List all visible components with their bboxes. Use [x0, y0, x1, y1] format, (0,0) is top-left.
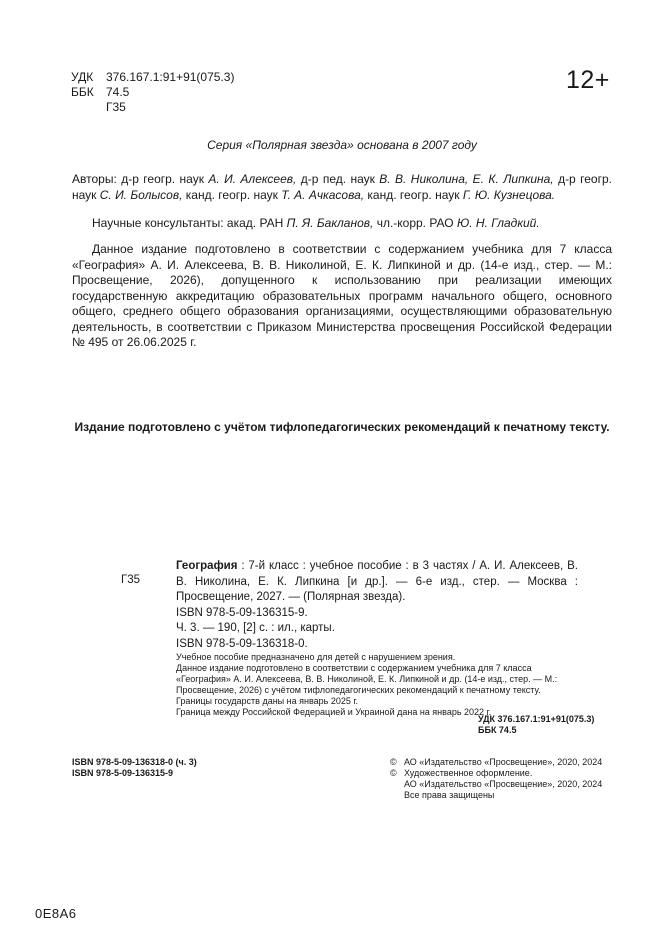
- author-name: В. В. Николина, Е. К. Липкина,: [379, 172, 554, 186]
- copyright-block: [390, 757, 602, 801]
- bbk-footer: ББК 74.5: [478, 725, 517, 735]
- copyright-icon: ©: [390, 768, 397, 778]
- age-rating: 12+: [566, 66, 610, 94]
- copyright-line: Все права защищены: [404, 790, 495, 800]
- biblio-isbn-lines: [176, 606, 335, 652]
- part-info: Ч. 3. — 190, [2] с. : ил., карты.: [176, 622, 335, 635]
- biblio-mark: Г35: [121, 574, 141, 586]
- copyright-icon: ©: [390, 757, 397, 767]
- isbn-line: ISBN 978-5-09-136318-0 (ч. 3): [72, 757, 197, 767]
- consultant-name: Ю. Н. Гладкий.: [456, 216, 540, 230]
- udk-value: 376.167.1:91+91(075.3): [106, 70, 235, 84]
- isbn-line: ISBN 978-5-09-136315-9: [72, 768, 174, 778]
- note-line: Границы государств даны на январь 2025 г.: [176, 696, 359, 706]
- biblio-title: География: [176, 560, 238, 572]
- author-degree: д-р геогр. наук: [72, 172, 612, 202]
- author-degree: д-р геогр. наук: [121, 172, 204, 186]
- page-code: 0E8A6: [35, 906, 77, 921]
- author-name: А. И. Алексеев,: [208, 172, 297, 186]
- udk-key: УДК: [71, 70, 94, 84]
- copyright-line: Художественное оформление.: [404, 768, 533, 778]
- authors-label: Авторы:: [72, 172, 117, 186]
- copyright-line: АО «Издательство «Просвещение», 2020, 2024: [404, 757, 603, 767]
- bbk-key: ББК: [71, 85, 94, 99]
- author-name: С. И. Болысов,: [99, 187, 183, 202]
- author-name: Г. Ю. Кузнецова.: [462, 187, 556, 202]
- consultant-name: П. Я. Бакланов,: [286, 216, 374, 230]
- consultant-title: чл.-корр. РАО: [376, 216, 454, 230]
- series-note: Серия «Полярная звезда» основана в 2007 году: [207, 138, 477, 152]
- udk-bbk-block: [71, 70, 234, 115]
- bbk-value: 74.5: [106, 85, 130, 99]
- author-name: Т. А. Ачкасова,: [281, 187, 365, 202]
- biblio-description: [176, 559, 578, 606]
- consultants-line: [92, 216, 612, 231]
- biblio-text: : 7-й класс : учебное пособие : в 3 частях / А. И. Алексеев, В. В. Николина, Е. К. Липкина [и др.]. — 6-е изд., стер. — Москва : Просвещение, 2027. — (Полярная звезда).: [176, 560, 578, 603]
- consultants-prefix: Научные консультанты: акад. РАН: [92, 216, 284, 230]
- author-degree: канд. геогр. наук: [367, 187, 460, 202]
- note-line: Данное издание подготовлено в соответствии с содержанием учебника для 7 класса «География» А. И. Алексеева, В. В. Николиной, Е. К. Липкиной и др. (14-е изд., стер. — М.: Просвещение, 2026) с учётом тифлопедагогических рекомендаций к печатному тексту.: [176, 663, 558, 695]
- tiflo-note: Издание подготовлено с учётом тифлопедагогических рекомендаций к печатному тексту.: [74, 420, 610, 434]
- author-mark: Г35: [106, 100, 126, 114]
- note-line: Граница между Российской Федерацией и Украиной дана на январь 2022 г.: [176, 707, 492, 717]
- author-degree: канд. геогр. наук: [185, 187, 278, 202]
- isbn-part: ISBN 978-5-09-136318-0.: [176, 637, 308, 650]
- author-degree: д-р пед. наук: [300, 172, 375, 186]
- isbn-footer: [72, 757, 197, 779]
- note-line: Учебное пособие предназначено для детей с нарушением зрения.: [176, 652, 456, 662]
- udk-bbk-footer: [478, 714, 594, 736]
- authors-block: [72, 172, 612, 203]
- edition-paragraph: Данное издание подготовлено в соответствии с содержанием учебника для 7 класса «География» А. И. Алексеева, В. В. Николиной, Е. К. Липкиной и др. (14-е изд., стер. — М.: Просвещение, 2026), допущенного к использованию при реализации имеющих государственную аккредитацию образовательных программ начального общего, основного общего, среднего общего образования организациями, осуществляющими образовательную деятельность, в соответствии с Приказом Министерства просвещения Российской Федерации № 495 от 26.06.2025 г.: [72, 242, 612, 349]
- udk-footer: УДК 376.167.1:91+91(075.3): [478, 714, 595, 724]
- copyright-line: АО «Издательство «Просвещение», 2020, 2024: [404, 779, 603, 789]
- isbn-set: ISBN 978-5-09-136315-9.: [176, 607, 308, 619]
- notes-block: [176, 652, 578, 718]
